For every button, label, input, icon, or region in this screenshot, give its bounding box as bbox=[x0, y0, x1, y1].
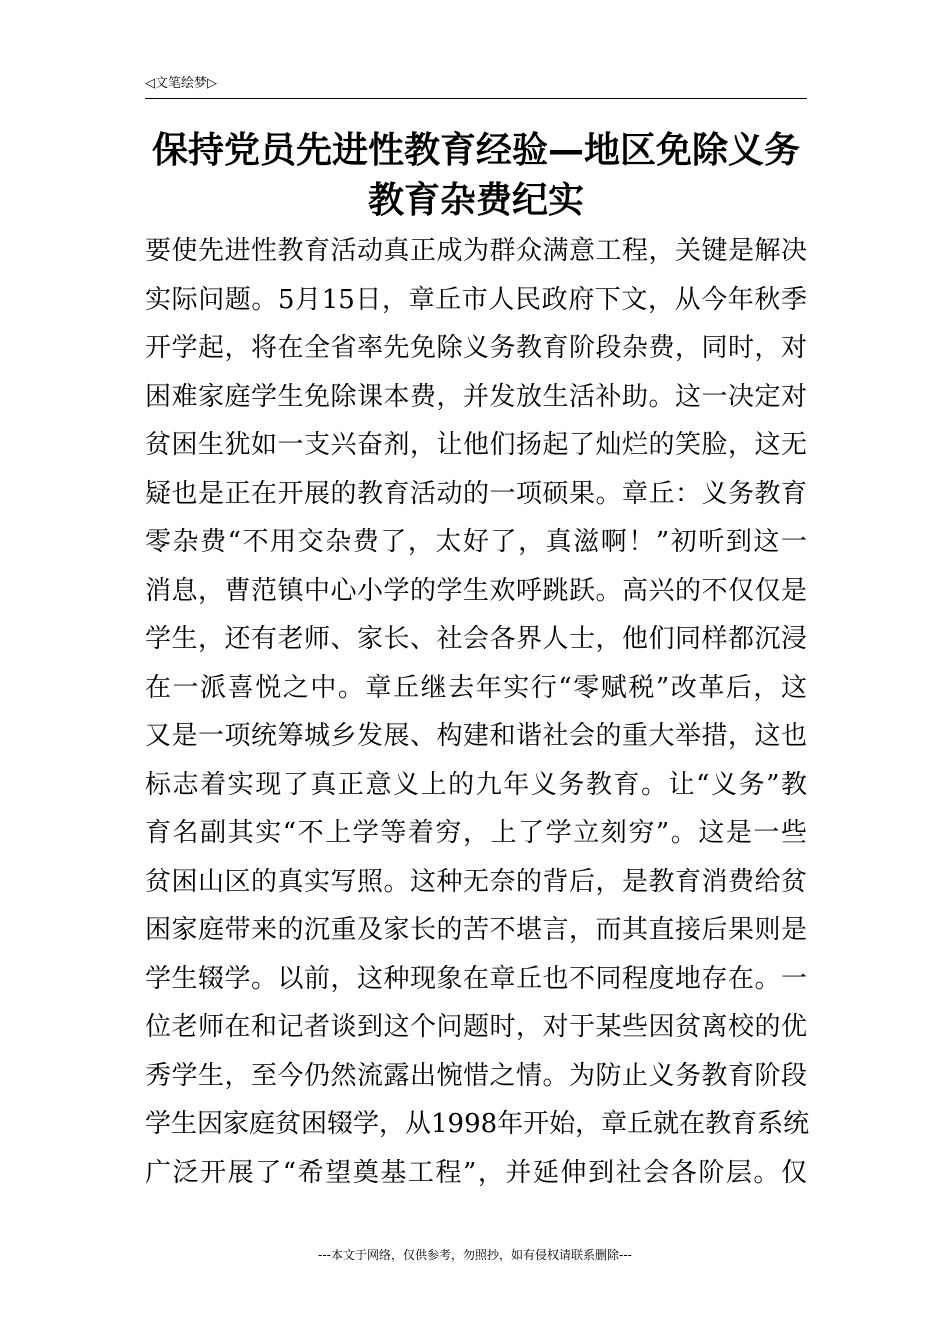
body-line: 秀学生，至今仍然流露出惋惜之情。为防止义务教育阶段 bbox=[145, 1060, 807, 1091]
body-line: 标志着实现了真正意义上的九年义务教育。让“义务”教 bbox=[145, 769, 807, 800]
body-line: 疑也是正在开展的教育活动的一项硕果。章丘：义务教育 bbox=[145, 478, 807, 509]
body-line: 实际问题。5月15日，章丘市人民政府下文，从今年秋季 bbox=[145, 284, 807, 315]
document-body bbox=[145, 227, 810, 1197]
body-line: 又是一项统筹城乡发展、构建和谐社会的重大举措，这也 bbox=[145, 721, 807, 751]
body-line: 要使先进性教育活动真正成为群众满意工程，关键是解决 bbox=[145, 236, 807, 266]
body-line: 开学起，将在全省率先免除义务教育阶段杂费，同时，对 bbox=[145, 333, 807, 363]
body-line: 位老师在和记者谈到这个问题时，对于某些因贫离校的优 bbox=[145, 1012, 807, 1042]
body-line: 学生辍学。以前，这种现象在章丘也不同程度地存在。一 bbox=[145, 963, 807, 994]
page-footer: ---本文于网络，仅供参考，勿照抄，如有侵权请联系删除--- bbox=[318, 1248, 632, 1262]
body-line: 育名副其实“不上学等着穷，上了学立刻穷”。这是一些 bbox=[145, 818, 807, 848]
body-line: 在一派喜悦之中。章丘继去年实行“零赋税”改革后，这 bbox=[145, 672, 807, 703]
body-line: 消息，曹范镇中心小学的学生欢呼跳跃。高兴的不仅仅是 bbox=[145, 575, 807, 606]
body-line: 困家庭带来的沉重及家长的苦不堪言，而其直接后果则是 bbox=[145, 915, 807, 945]
document-title: 保持党员先进性教育经验—地区免除义务教育杂费纪实 bbox=[151, 130, 800, 221]
body-line: 学生，还有老师、家长、社会各界人士，他们同样都沉浸 bbox=[145, 624, 807, 654]
body-line: 贫困山区的真实写照。这种无奈的背后，是教育消费给贫 bbox=[145, 866, 807, 897]
body-line: 广泛开展了“希望奠基工程”，并延伸到社会各阶层。仅 bbox=[145, 1157, 807, 1188]
body-line: 困难家庭学生免除课本费，并发放生活补助。这一决定对 bbox=[145, 381, 807, 412]
header-text: ◁文笔绘梦▷ bbox=[145, 76, 217, 91]
body-line: 学生因家庭贫困辍学，从1998年开始，章丘就在教育系统 bbox=[145, 1109, 810, 1139]
body-line: 贫困生犹如一支兴奋剂，让他们扬起了灿烂的笑脸，这无 bbox=[145, 430, 807, 460]
body-line: 零杂费“不用交杂费了，太好了，真滋啊！”初听到这一 bbox=[145, 527, 807, 557]
page-header bbox=[145, 72, 807, 99]
